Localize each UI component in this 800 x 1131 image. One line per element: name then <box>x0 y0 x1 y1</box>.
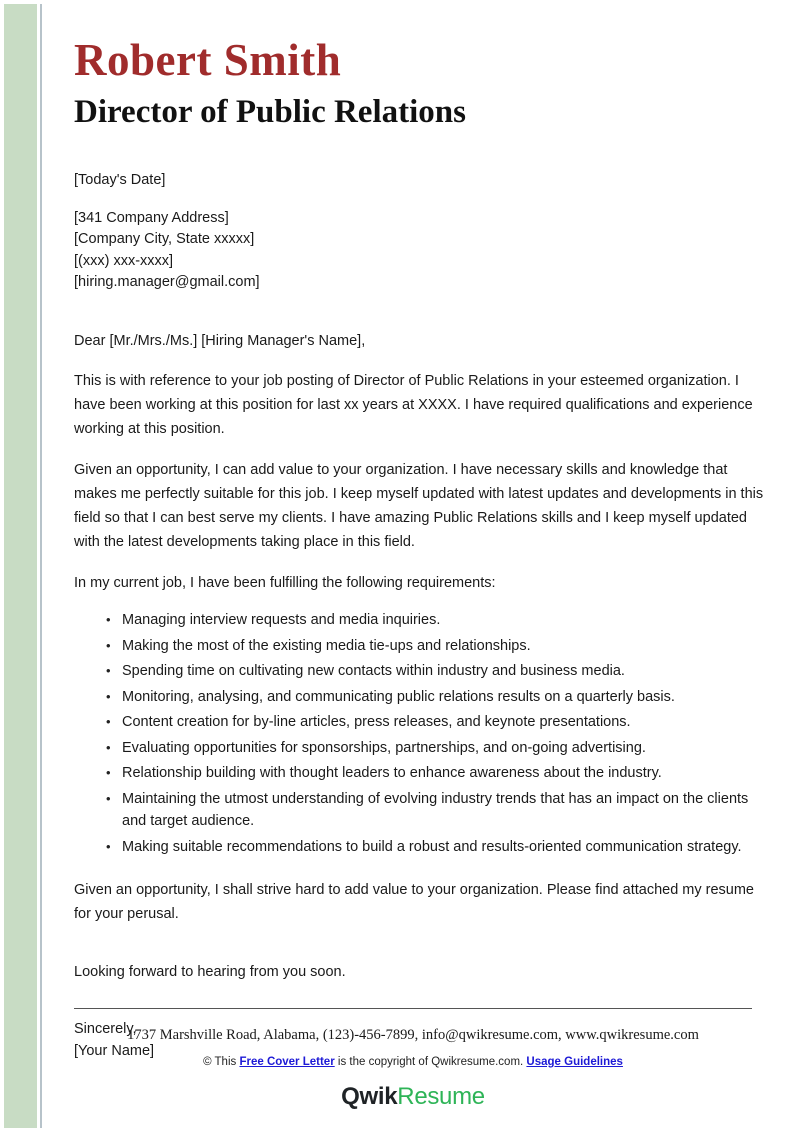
applicant-job-title: Director of Public Relations <box>74 94 466 130</box>
bullet-icon: • <box>106 612 111 627</box>
list-item-label: Managing interview requests and media inquiries. <box>122 612 441 628</box>
list-item-label: Making the most of the existing media tie-ups and relationships. <box>122 637 531 654</box>
list-item <box>74 686 764 709</box>
bullet-icon: • <box>106 714 111 729</box>
list-item <box>74 711 764 734</box>
list-item-label: Monitoring, analysing, and communicating public relations results on a quarterly basis. <box>122 688 675 705</box>
follow-up-line: Looking forward to hearing from you soon. <box>74 964 346 980</box>
list-item <box>74 788 764 833</box>
logo-text-resume: Resume <box>397 1083 485 1110</box>
list-item <box>74 660 764 683</box>
list-item-label: Content creation for by-line articles, press releases, and keynote presentations. <box>122 714 631 730</box>
responsibilities-intro: In my current job, I have been fulfilling the following requirements: <box>74 574 496 591</box>
footer-copyright <box>74 1054 752 1070</box>
list-item-label: Maintaining the utmost understanding of evolving industry trends that has an impact on the clients and target audience. <box>122 790 749 829</box>
responsibilities-list <box>74 609 764 858</box>
page-footer <box>74 1008 752 1111</box>
qwikresume-logo[interactable] <box>74 1083 752 1111</box>
footer-contact-line: 1737 Marshville Road, Alabama, (123)-456-7899, info@qwikresume.com, www.qwikresume.com <box>127 1027 699 1043</box>
letter-content <box>74 0 764 1062</box>
bullet-icon: • <box>106 765 111 780</box>
recipient-phone: [(xxx) xxx-xxxx] <box>74 252 174 269</box>
recipient-address-line-2: [Company City, State xxxxx] <box>74 231 255 247</box>
list-item <box>74 762 764 785</box>
list-item <box>74 836 764 859</box>
sidebar-divider-rule <box>40 4 42 1128</box>
copyright-middle: is the copyright of Qwikresume.com. <box>334 1056 527 1068</box>
recipient-address-block <box>74 170 764 294</box>
list-item <box>74 737 764 760</box>
bullet-icon: • <box>106 739 111 755</box>
free-cover-letter-link[interactable]: Free Cover Letter <box>239 1056 335 1068</box>
bullet-icon: • <box>106 838 111 854</box>
recipient-email: [hiring.manager@gmail.com] <box>74 274 260 290</box>
list-item <box>74 609 764 632</box>
list-item <box>74 635 764 658</box>
list-item-label: Spending time on cultivating new contacts within industry and business media. <box>122 663 625 679</box>
signature-name: [Your Name] <box>74 1043 155 1059</box>
copyright-prefix: © This <box>203 1056 240 1068</box>
logo-text-qwik: Qwik <box>341 1083 398 1110</box>
bullet-icon: • <box>106 790 111 806</box>
body-paragraph-1: This is with reference to your job posting of Director of Public Relations in your esteemed organization. I have been working at this position for last xx years at XXXX. I have required qualifications and experience working at this position. <box>74 372 753 437</box>
body-paragraph-2: Given an opportunity, I can add value to your organization. I have necessary skills and knowledge that makes me perfectly suitable for this job. I keep myself updated with latest updates and developments in this field so that I can best serve my clients. I have amazing Public Relations skills and I keep myself updated with the latest developments taking place in this field. <box>74 461 764 550</box>
bullet-icon: • <box>106 637 111 653</box>
closing-paragraph: Given an opportunity, I shall strive hard to add value to your organization. Please find attached my resume for your perusal. <box>74 882 754 922</box>
list-item-label: Relationship building with thought leaders to enhance awareness about the industry. <box>122 765 662 781</box>
decorative-sidebar-bar <box>4 4 37 1128</box>
recipient-address-line-1: [341 Company Address] <box>74 209 229 226</box>
applicant-name: Robert Smith <box>74 35 342 85</box>
sign-off: Sincerely, <box>74 1021 137 1037</box>
usage-guidelines-link[interactable]: Usage Guidelines <box>526 1056 623 1068</box>
list-item-label: Evaluating opportunities for sponsorships, partnerships, and on-going advertising. <box>122 739 646 756</box>
letter-date: [Today's Date] <box>74 172 166 188</box>
salutation: Dear [Mr./Mrs./Ms.] [Hiring Manager's Name], <box>74 332 366 349</box>
bullet-icon: • <box>106 663 111 678</box>
bullet-icon: • <box>106 688 111 704</box>
list-item-label: Making suitable recommendations to build a robust and results-oriented communication strategy. <box>122 838 742 855</box>
footer-divider <box>74 1008 752 1009</box>
